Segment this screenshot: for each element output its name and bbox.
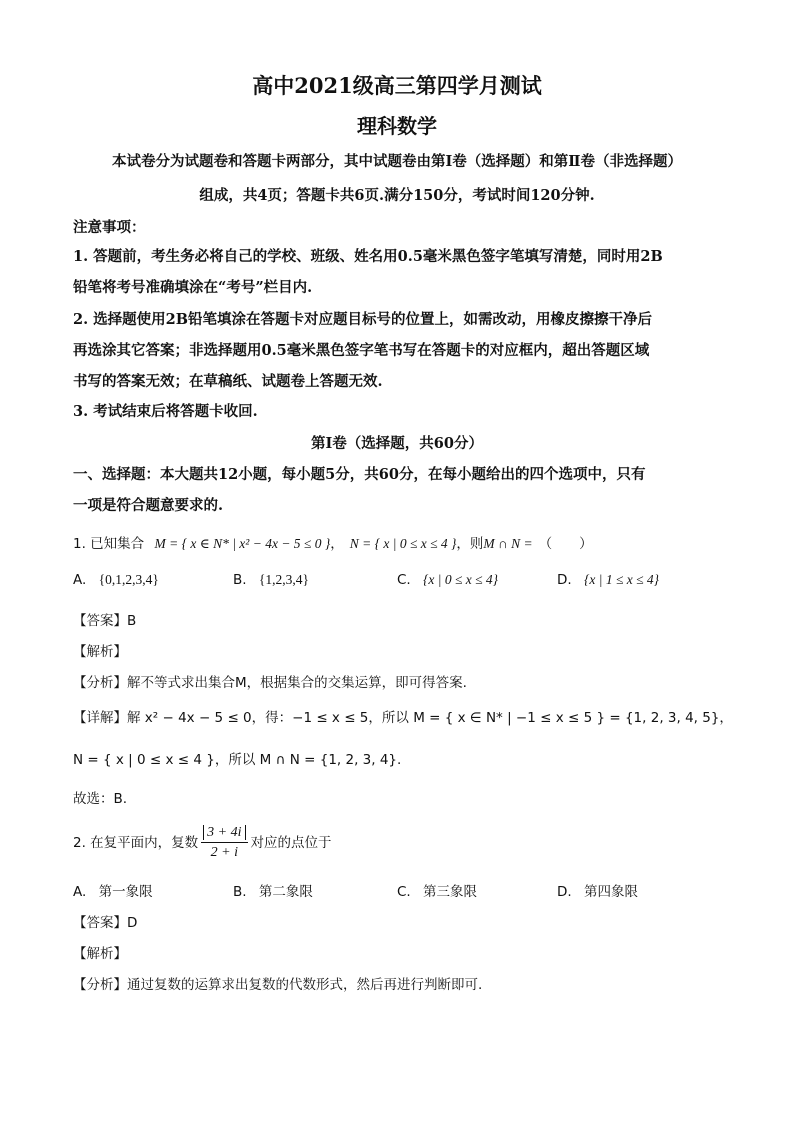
- q2-option-c-text: 第三象限: [423, 884, 478, 900]
- q2-stem: [73, 820, 332, 866]
- q2-option-c[interactable]: [397, 880, 477, 900]
- q1-set-m: M = { x ∈ N* | x² − 4x − 5 ≤ 0 }: [154, 536, 331, 551]
- q1-set-n: N = { x | 0 ≤ x ≤ 4 }: [349, 536, 457, 551]
- q1-ask-math: M ∩ N =: [483, 536, 533, 551]
- q2-option-a[interactable]: [73, 880, 153, 900]
- q1-option-a-label: A.: [73, 572, 87, 588]
- q2-option-a-label: A.: [73, 884, 87, 900]
- intro-line-2: 组成，共4页；答题卡共6页.满分150分，考试时间120分钟.: [199, 187, 595, 204]
- q2-fraction: [201, 824, 247, 862]
- q1-option-d-text: {x | 1 ≤ x ≤ 4}: [583, 572, 660, 587]
- q2-prefix: 2. 在复平面内，复数: [73, 835, 199, 851]
- q1-option-b-text: {1,2,3,4}: [258, 572, 309, 587]
- q2-fenxi: 【分析】通过复数的运算求出复数的代数形式，然后再进行判断即可.: [73, 977, 483, 993]
- note-2-line-3: 书写的答案无效；在草稿纸、试题卷上答题无效.: [73, 373, 383, 390]
- section-heading: 第Ⅰ卷（选择题，共60分）: [311, 435, 483, 452]
- q1-comma: ，: [330, 536, 344, 552]
- q1-analysis-tag: 【解析】: [73, 644, 127, 660]
- q1-option-d[interactable]: [557, 572, 659, 588]
- q1-option-a[interactable]: [73, 572, 159, 588]
- q1-option-d-label: D.: [557, 572, 572, 588]
- q2-answer: 【答案】D: [73, 915, 138, 931]
- q2-suffix: 对应的点位于: [250, 835, 332, 851]
- q2-option-c-label: C.: [397, 884, 411, 900]
- q2-fraction-denominator: 2 + i: [210, 845, 239, 860]
- q2-option-b-label: B.: [233, 884, 247, 900]
- exam-subject: 理科数学: [357, 114, 437, 138]
- q2-fraction-numerator: 3 + 4i: [203, 825, 245, 840]
- q1-ask-prefix: ，则: [456, 536, 484, 552]
- note-3: 3. 考试结束后将答题卡收回.: [73, 403, 258, 420]
- q1-conclusion: 故选：B.: [73, 791, 128, 807]
- q1-option-c-text: {x | 0 ≤ x ≤ 4}: [423, 572, 499, 587]
- intro-line-1: 本试卷分为试题卷和答题卡两部分，其中试题卷由第Ⅰ卷（选择题）和第Ⅱ卷（非选择题）: [112, 153, 682, 170]
- q2-option-d-label: D.: [557, 884, 572, 900]
- q2-option-b[interactable]: [233, 880, 313, 900]
- q1-detail-line-2: N = { x | 0 ≤ x ≤ 4 }，所以 M ∩ N = {1, 2, 3, 4}.: [73, 752, 402, 768]
- q1-option-b-label: B.: [233, 572, 247, 588]
- exam-title: 高中2021级高三第四学月测试: [252, 73, 542, 98]
- q1-option-c[interactable]: [397, 572, 498, 588]
- q2-option-b-text: 第二象限: [258, 884, 313, 900]
- note-2-line-1: 2. 选择题使用2B铅笔填涂在答题卡对应题目标号的位置上，如需改动，用橡皮擦擦干净后: [73, 311, 653, 328]
- q1-option-c-label: C.: [397, 572, 411, 588]
- q1-ask-paren: （ ）: [538, 536, 593, 552]
- q1-answer: 【答案】B: [73, 613, 137, 629]
- q2-option-d[interactable]: [557, 880, 638, 900]
- q2-option-d-text: 第四象限: [583, 884, 638, 900]
- q1-fenxi: 【分析】解不等式求出集合M，根据集合的交集运算，即可得答案.: [73, 675, 467, 691]
- q1-detail-line-1: 【详解】解 x² − 4x − 5 ≤ 0，得：−1 ≤ x ≤ 5，所以 M = { x ∈ N* | −1 ≤ x ≤ 5 } = {1, 2, 3, 4, 5}，: [73, 710, 733, 726]
- q1-option-b[interactable]: [233, 572, 309, 588]
- q2-option-a-text: 第一象限: [98, 884, 153, 900]
- q1-prefix: 1. 已知集合: [73, 536, 145, 552]
- section-instr-line-2: 一项是符合题意要求的.: [73, 497, 224, 514]
- note-2-line-2: 再选涂其它答案；非选择题用0.5毫米黑色签字笔书写在答题卡的对应框内，超出答题区域: [73, 342, 650, 359]
- note-1-line-1: 1. 答题前，考生务必将自己的学校、班级、姓名用0.5毫米黑色签字笔填写清楚，同时用2B: [73, 248, 663, 265]
- section-instr-line-1: 一、选择题：本大题共12小题，每小题5分，共60分，在每小题给出的四个选项中，只有: [73, 466, 646, 483]
- q1-option-a-text: {0,1,2,3,4}: [98, 572, 159, 587]
- q1-stem: [73, 532, 593, 552]
- note-1-line-2: 铅笔将考号准确填涂在“考号”栏目内.: [73, 279, 313, 296]
- q2-analysis-tag: 【解析】: [73, 946, 127, 962]
- notes-heading: 注意事项：: [73, 219, 146, 236]
